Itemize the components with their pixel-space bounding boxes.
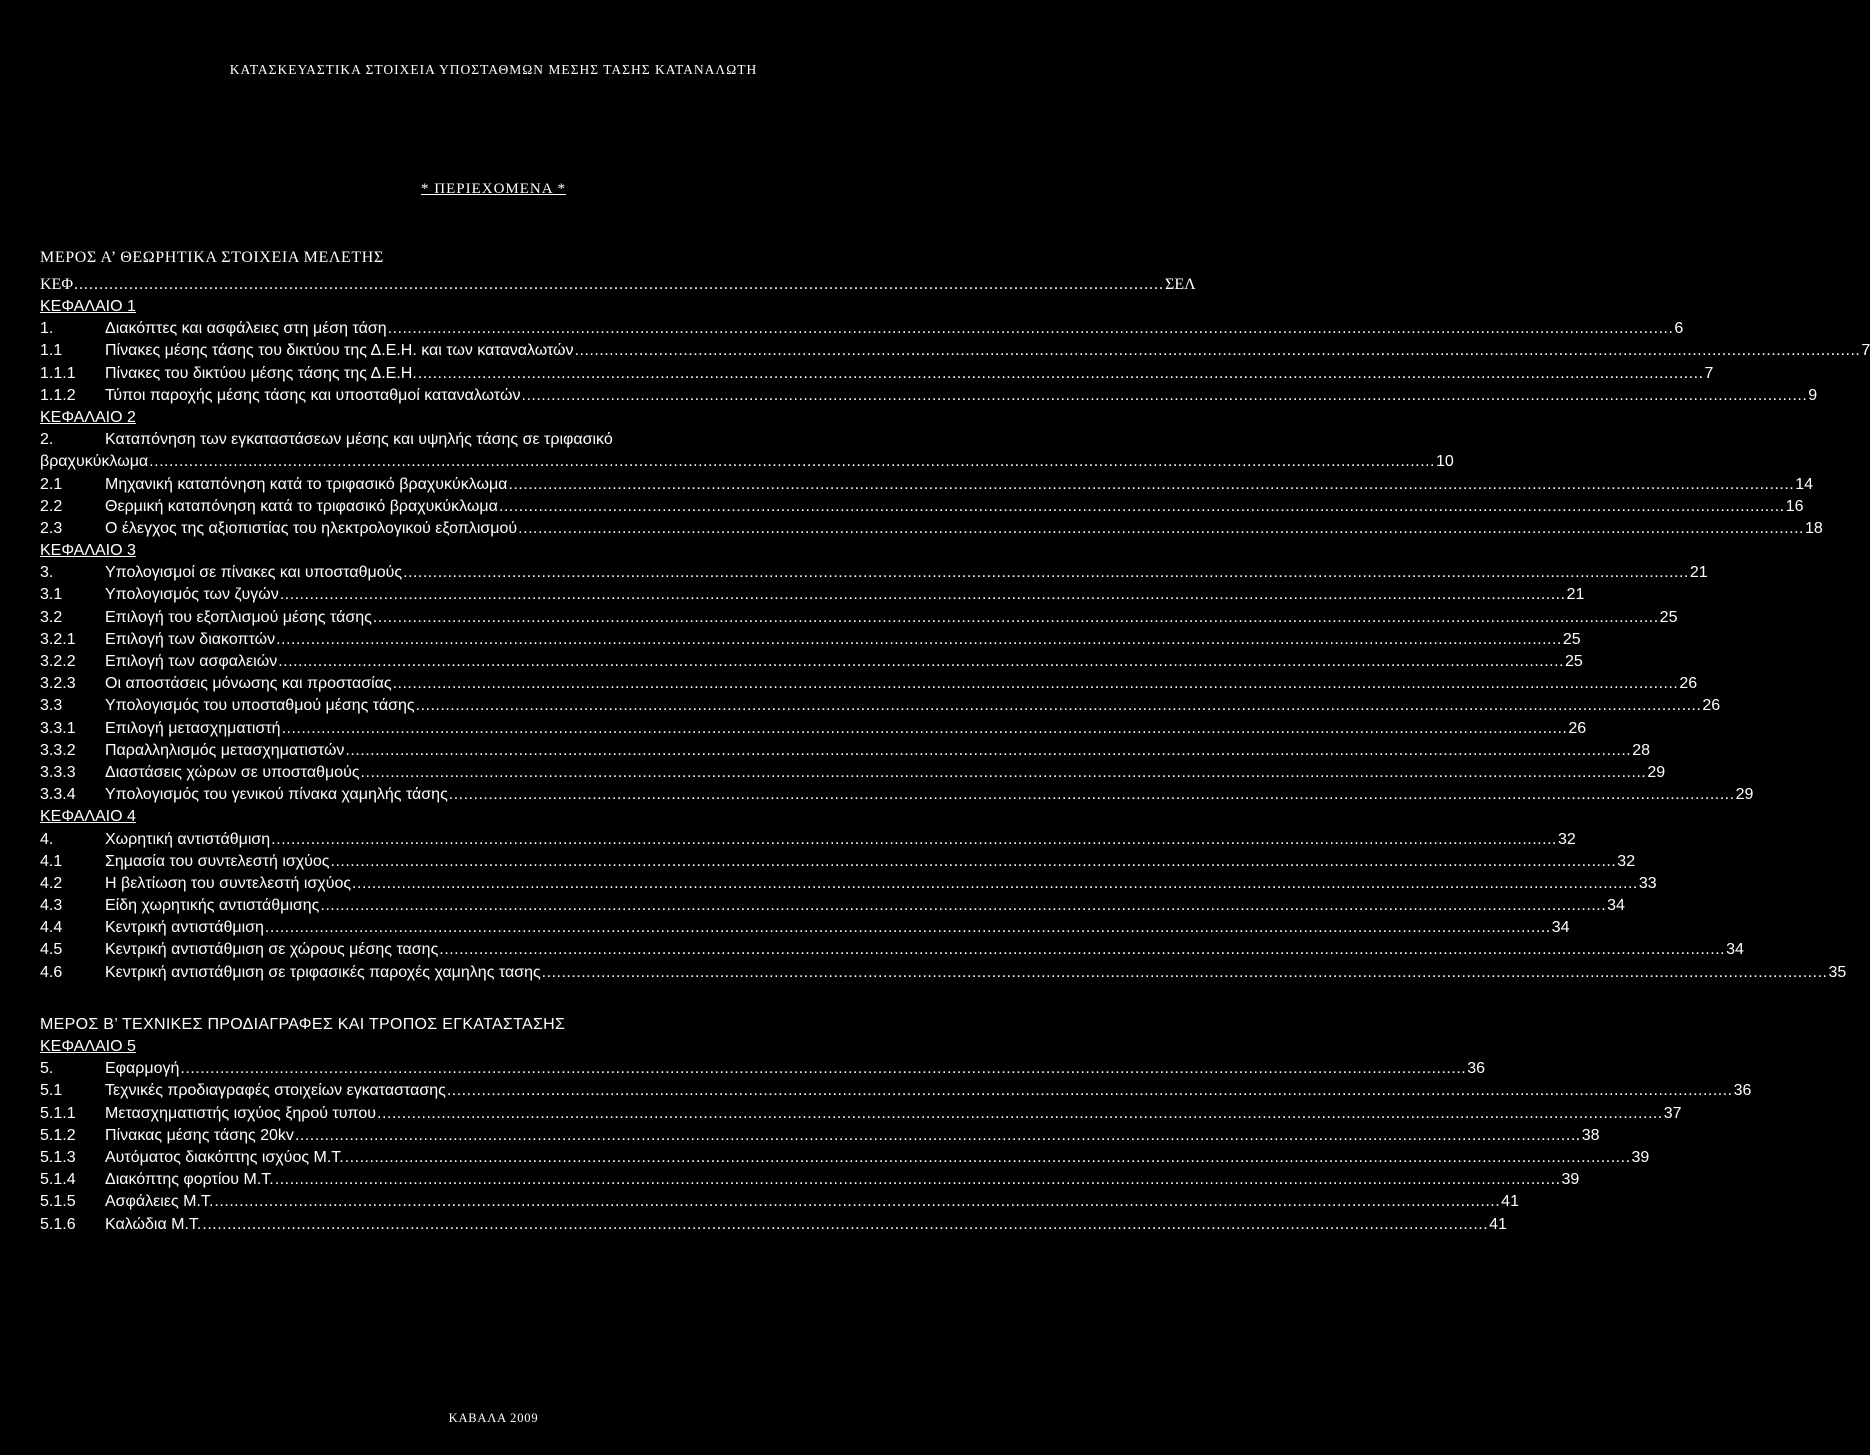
footer-place-year: ΚΑΒΑΛΑ 2009: [448, 1411, 539, 1425]
dot-leader: ....................................................................................................................................................................................................................................................................: [403, 564, 1689, 582]
entry-page-number: 28: [1632, 741, 1651, 759]
entry-number: 5.1.2: [40, 1126, 76, 1144]
entry-number: 4.4: [40, 919, 63, 937]
dot-leader: ....................................................................................................................................................................................................................................................................: [352, 874, 1638, 892]
toc-entry: [40, 431, 860, 453]
entry-title: Κεντρική αντιστάθμιση σε τριφασικές παροχές χαμηλης τασης: [105, 963, 541, 981]
toc-entry: [40, 675, 1698, 697]
toc-entry: [40, 719, 1587, 742]
toc-entry: [40, 1193, 1519, 1215]
entry-title: Η βελτίωση του συντελεστή ισχύος: [105, 874, 352, 892]
entry-number: 2.: [40, 431, 54, 449]
toc-entry: [40, 697, 1721, 719]
entry-number: 3.1: [40, 586, 63, 604]
entry-page-number: 26: [1702, 697, 1721, 715]
toc-entry: [40, 653, 1583, 675]
entry-number: 5.1.5: [40, 1193, 76, 1211]
entry-page-number: 34: [1607, 897, 1625, 915]
dot-leader: ....................................................................................................................................................................................................................................................................: [320, 897, 1607, 915]
entry-title: Επιλογή των ασφαλειών: [105, 653, 278, 670]
entry-number: 3.3: [40, 697, 63, 715]
toc-entry: [40, 852, 1636, 875]
toc-entry: [40, 497, 1804, 520]
entry-title: Είδη χωρητικής αντιστάθμισης: [105, 897, 320, 915]
entry-title: Τύποι παροχής μέσης τάσης και υποσταθμοί καταναλωτών: [105, 386, 521, 404]
page-column-label: ΣΕΛ: [1165, 276, 1196, 293]
toc-entry: [40, 919, 1570, 941]
dot-leader: ....................................................................................................................................................................................................................................................................: [392, 675, 1679, 693]
chapter-heading: ΚΕΦΑΛΑΙΟ 5: [40, 1038, 136, 1055]
entry-page-number: 35: [1828, 963, 1847, 981]
entry-number: 3.3.3: [40, 763, 76, 781]
toc-entry: [40, 586, 1585, 608]
entry-page-number: 25: [1562, 630, 1581, 648]
chapter-heading: ΚΕΦΑΛΑΙΟ 4: [40, 808, 136, 826]
entry-page-number: 7: [1861, 342, 1870, 360]
toc-entry: [40, 1082, 1752, 1104]
toc-entry: [40, 364, 1714, 387]
entry-title: Χωρητική αντιστάθμιση: [105, 830, 271, 848]
toc-entry: [40, 874, 1657, 897]
chapter-heading: ΚΕΦΑΛΑΙΟ 2: [40, 408, 136, 426]
entry-page-number: 6: [1674, 320, 1684, 338]
toc-title-text: * ΠΕΡΙΕΧΟΜΕΝΑ *: [421, 181, 566, 197]
toc-entry: [40, 741, 1651, 764]
entry-title: Υπολογισμός του υποσταθμού μέσης τάσης: [105, 697, 415, 715]
dot-leader: ....................................................................................................................................................................................................................................................................: [508, 475, 1795, 493]
entry-title: Πίνακας μέσης τάσης 20kv: [105, 1126, 294, 1144]
dot-leader: ....................................................................................................................................................................................................................................................................: [278, 653, 1565, 670]
entry-page-number: 21: [1689, 564, 1708, 582]
toc-entry: [40, 1171, 1580, 1193]
entry-number: 3.2.3: [40, 675, 76, 693]
entry-page-number: 39: [1561, 1171, 1580, 1189]
dot-leader: ....................................................................................................................................................................................................................................................................: [387, 320, 1674, 338]
entry-page-number: 34: [1551, 919, 1570, 937]
entry-number: 1.: [40, 320, 54, 338]
entry-page-number: 36: [1733, 1082, 1752, 1100]
entry-page-number: 26: [1679, 675, 1698, 693]
entry-title: Υπολογισμός του γενικού πίνακα χαμηλής τάσης: [105, 786, 448, 804]
dot-leader: ....................................................................................................................................................................................................................................................................: [377, 1104, 1663, 1122]
entry-number: 5.: [40, 1060, 54, 1078]
entry-number: 3.2.2: [40, 653, 76, 670]
toc-entry: [40, 1060, 1485, 1082]
dot-leader: ....................................................................................................................................................................................................................................................................: [279, 586, 1566, 604]
dot-leader: ....................................................................................................................................................................................................................................................................: [345, 741, 1632, 759]
entry-number: 4.3: [40, 897, 63, 915]
entry-title: Διαστάσεις χώρων σε υποσταθμούς: [105, 763, 360, 781]
entry-number: 1.1: [40, 342, 63, 360]
dot-leader: ....................................................................................................................................................................................................................................................................: [448, 786, 1735, 804]
entry-page-number: 18: [1804, 519, 1823, 537]
toc-entry: [40, 475, 1814, 498]
entry-number: 3.3.4: [40, 786, 76, 804]
entry-title: Καταπόνηση των εγκαταστάσεων μέσης και υψηλής τάσης σε τριφασικό: [105, 431, 613, 449]
entry-number: 3.3.2: [40, 741, 76, 759]
dot-leader: ....................................................................................................................................................................................................................................................................: [214, 1193, 1501, 1211]
dot-leader: ....................................................................................................................................................................................................................................................................: [264, 919, 1551, 937]
entry-number: 2.3: [40, 519, 63, 537]
entry-title: Διακόπτες και ασφάλειες στη μέση τάση: [105, 320, 387, 338]
entry-title: Υπολογισμοί σε πίνακες και υποσταθμούς: [105, 564, 403, 582]
toc-entry: [40, 786, 1754, 808]
toc-entry: [40, 897, 1625, 919]
dot-leader: ....................................................................................................................................................................................................................................................................: [360, 763, 1647, 781]
toc-entry: [40, 941, 1744, 963]
entry-title: Ο έλεγχος της αξιοπιστίας του ηλεκτρολογικού εξοπλισμού: [105, 519, 518, 537]
entry-title: Θερμική καταπόνηση κατά το τριφασικό βραχυκύκλωμα: [105, 497, 498, 515]
chapter-heading: ΚΕΦΑΛΑΙΟ 1: [40, 298, 136, 315]
entry-title: Επιλογή του εξοπλισμού μέσης τάσης: [105, 608, 372, 626]
dot-leader: ....................................................................................................................................................................................................................................................................: [202, 1215, 1489, 1233]
toc-entry: [40, 830, 1576, 853]
entry-page-number: 29: [1647, 763, 1666, 781]
dot-leader: ....................................................................................................................................................................................................................................................................: [149, 453, 1435, 471]
toc-entry: [40, 630, 1581, 653]
dot-leader: ....................................................................................................................................................................................................................................................................: [541, 963, 1828, 981]
toc-entry: [40, 519, 1823, 542]
entry-title: Επιλογή των διακοπτών: [105, 630, 276, 648]
entry-page-number: 29: [1735, 786, 1754, 804]
entry-number: 4.5: [40, 941, 63, 959]
entry-number: 5.1.4: [40, 1171, 76, 1189]
entry-title: βραχυκύκλωμα: [40, 453, 149, 471]
entry-title: Κεντρική αντιστάθμιση σε χώρους μέσης τασης: [105, 941, 439, 959]
toc-entry: [40, 1104, 1682, 1127]
entry-number: 4.6: [40, 963, 63, 981]
toc-entry: [40, 1215, 1507, 1238]
toc-entry: [40, 342, 1870, 364]
toc-entry: [40, 1148, 1650, 1171]
entry-title: Ασφάλειες Μ.Τ.: [105, 1193, 214, 1211]
dot-leader: ....................................................................................................................................................................................................................................................................: [415, 697, 1702, 715]
toc-entry: [40, 453, 1454, 475]
entry-page-number: 25: [1659, 608, 1678, 626]
entry-title: Πίνακες μέσης τάσης του δικτύου της Δ.Ε.Η. και των καταναλωτών: [105, 342, 574, 360]
dot-leader: ....................................................................................................................................................................................................................................................................: [330, 852, 1617, 870]
entry-number: 3.2.1: [40, 630, 76, 648]
toc-title: [0, 181, 987, 198]
dot-leader: ....................................................................................................................................................................................................................................................................: [521, 386, 1808, 404]
entry-title: Παραλληλισμός μετασχηματιστών: [105, 741, 345, 759]
entry-number: 4.1: [40, 852, 63, 870]
entry-number: 2.1: [40, 475, 63, 493]
entry-number: 2.2: [40, 497, 63, 515]
dot-leader: ....................................................................................................................................................................................................................................................................: [446, 1082, 1733, 1100]
dot-leader: ....................................................................................................................................................................................................................................................................: [439, 941, 1726, 959]
toc-entry: [40, 608, 1678, 631]
entry-number: 5.1.3: [40, 1148, 76, 1166]
dot-leader: ....................................................................................................................................................................................................................................................................: [344, 1148, 1631, 1166]
entry-page-number: 32: [1617, 852, 1636, 870]
entry-number: 5.1.6: [40, 1215, 76, 1233]
entry-page-number: 37: [1663, 1104, 1682, 1122]
dot-leader: ....................................................................................................................................................................................................................................................................: [271, 830, 1557, 848]
entry-number: 3.2: [40, 608, 63, 626]
entry-page-number: 10: [1435, 453, 1454, 471]
toc-entry: [40, 386, 1818, 409]
entry-page-number: 16: [1785, 497, 1804, 515]
dot-leader: ..........................................................................................................................................................................................................................: [74, 276, 1165, 293]
dot-leader: ....................................................................................................................................................................................................................................................................: [417, 364, 1704, 382]
entry-page-number: 38: [1581, 1126, 1600, 1144]
chapter-heading: ΚΕΦΑΛΑΙΟ 3: [40, 542, 136, 560]
toc-entry: [40, 963, 1847, 986]
entry-page-number: 41: [1501, 1193, 1519, 1211]
entry-number: 3.: [40, 564, 54, 582]
dot-leader: ....................................................................................................................................................................................................................................................................: [180, 1060, 1467, 1078]
table-of-contents: [40, 298, 1870, 1238]
entry-title: Καλώδια Μ.Τ.: [105, 1215, 202, 1233]
entry-page-number: 9: [1808, 386, 1818, 404]
dot-leader: ....................................................................................................................................................................................................................................................................: [574, 342, 1861, 360]
entry-page-number: 33: [1638, 874, 1657, 892]
entry-title: Μετασχηματιστής ισχύος ξηρού τυπου: [105, 1104, 376, 1122]
toc-entry: [40, 320, 1684, 342]
toc-entry: [40, 1126, 1600, 1149]
entry-number: 5.1.1: [40, 1104, 76, 1122]
entry-page-number: 41: [1489, 1215, 1507, 1233]
entry-title: Μηχανική καταπόνηση κατά το τριφασικό βραχυκύκλωμα: [105, 475, 508, 493]
entry-number: 1.1.1: [40, 364, 76, 382]
entry-title: Σημασία του συντελεστή ισχύος: [105, 852, 330, 870]
entry-title: Τεχνικές προδιαγραφές στοιχείων εγκαταστασης: [105, 1082, 446, 1100]
dot-leader: ....................................................................................................................................................................................................................................................................: [498, 497, 1785, 515]
entry-title: Υπολογισμός των ζυγών: [105, 586, 279, 604]
column-labels-row: [40, 276, 1196, 294]
chapter-column-label: ΚΕΦ: [40, 276, 74, 293]
entry-number: 3.3.1: [40, 719, 76, 737]
dot-leader: ....................................................................................................................................................................................................................................................................: [518, 519, 1804, 537]
entry-title: Επιλογή μετασχηματιστή: [105, 719, 281, 737]
entry-title: Κεντρική αντιστάθμιση: [105, 919, 264, 937]
dot-leader: ....................................................................................................................................................................................................................................................................: [276, 630, 1562, 648]
dot-leader: ....................................................................................................................................................................................................................................................................: [294, 1126, 1581, 1144]
entry-page-number: 7: [1704, 364, 1714, 382]
entry-title: Πίνακες του δικτύου μέσης τάσης της Δ.Ε.Η.: [105, 364, 417, 382]
entry-page-number: 32: [1557, 830, 1576, 848]
entry-page-number: 25: [1565, 653, 1583, 670]
entry-title: Εφαρμογή: [105, 1060, 180, 1078]
entry-page-number: 39: [1631, 1148, 1650, 1166]
part-b-heading: ΜΕΡΟΣ Β’ ΤΕΧΝΙΚΕΣ ΠΡΟΔΙΑΓΡΑΦΕΣ ΚΑΙ ΤΡΟΠΟΣ ΕΓΚΑΤΑΣΤΑΣΗΣ: [40, 1015, 566, 1033]
dot-leader: ....................................................................................................................................................................................................................................................................: [372, 608, 1659, 626]
entry-number: 5.1: [40, 1082, 63, 1100]
entry-page-number: 14: [1795, 475, 1814, 493]
entry-title: Αυτόματος διακόπτης ισχύος Μ.Τ.: [105, 1148, 344, 1166]
entry-number: 1.1.2: [40, 386, 76, 404]
dot-leader: ....................................................................................................................................................................................................................................................................: [281, 719, 1568, 737]
toc-entry: [40, 763, 1666, 786]
entry-page-number: 34: [1726, 941, 1744, 959]
part-a-heading: ΜΕΡΟΣ Α’ ΘΕΩΡΗΤΙΚΑ ΣΤΟΙΧΕΙΑ ΜΕΛΕΤΗΣ: [40, 249, 384, 266]
section-spacer: [40, 986, 860, 1016]
running-header: ΚΑΤΑΣΚΕΥΑΣΤΙΚΑ ΣΤΟΙΧΕΙΑ ΥΠΟΣΤΑΘΜΩΝ ΜΕΣΗΣ ΤΑΣΗΣ ΚΑΤΑΝΑΛΩΤΗ: [229, 62, 758, 77]
entry-title: Διακόπτης φορτίου Μ.Τ.: [105, 1171, 274, 1189]
dot-leader: ....................................................................................................................................................................................................................................................................: [274, 1171, 1561, 1189]
toc-entry: [40, 564, 1708, 586]
entry-number: 4.2: [40, 874, 63, 892]
entry-number: 4.: [40, 830, 54, 848]
entry-title: Οι αποστάσεις μόνωσης και προστασίας: [105, 675, 392, 693]
entry-page-number: 26: [1568, 719, 1587, 737]
entry-page-number: 21: [1566, 586, 1585, 604]
entry-page-number: 36: [1467, 1060, 1485, 1078]
